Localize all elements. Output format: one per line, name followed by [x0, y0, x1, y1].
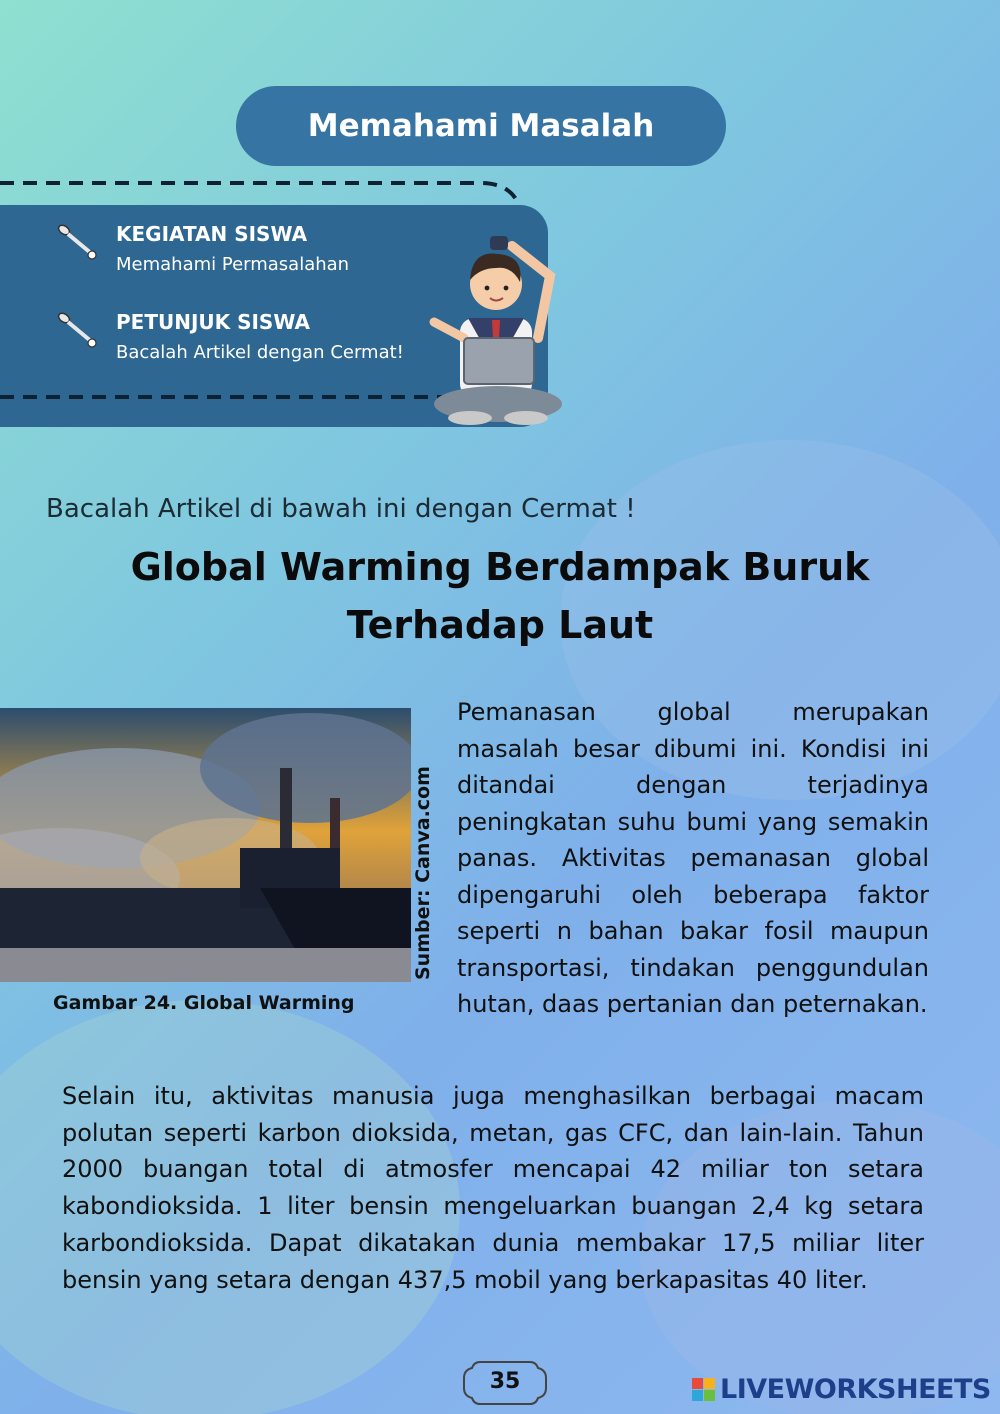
factory-pollution-image — [0, 708, 411, 982]
petunjuk-title: PETUNJUK SISWA — [116, 310, 310, 334]
liveworksheets-logo-icon — [692, 1378, 716, 1402]
image-source-label: Sumber: Canva.com — [412, 766, 434, 980]
headline-line-2: Terhadap Laut — [346, 603, 654, 647]
student-illustration — [420, 228, 570, 433]
petunjuk-subtitle: Bacalah Artikel dengan Cermat! — [116, 342, 404, 363]
image-caption: Gambar 24. Global Warming — [53, 992, 355, 1014]
headline-line-1: Global Warming Berdampak Buruk — [130, 545, 870, 589]
section-title-pill — [236, 86, 726, 166]
article-paragraph-2: Selain itu, aktivitas manusia juga menghasilkan berbagai macam polutan seperti karbon dioksida, metan, gas CFC, dan lain-lain. Tahun 2000 buangan total di atmosfer mencapai 42 miliar ton setara kabondioksida. 1 liter bensin mengeluarkan buangan 2,4 kg setara karbondioksida. Dapat dikatakan dunia membakar 17,5 miliar liter bensin yang setara dengan 437,5 mobil yang berkapasitas 40 liter. — [62, 1082, 924, 1294]
kegiatan-title: KEGIATAN SISWA — [116, 222, 308, 246]
page-number: 35 — [489, 1369, 521, 1394]
liveworksheets-brand — [692, 1374, 991, 1405]
article-paragraph-1: Pemanasan global merupakan masalah besar dibumi ini. Kondisi ini ditandai dengan terjadinya peningkatan suhu bumi yang semakin panas. Aktivitas pemanasan global dipengaruhi oleh beberapa faktor seperti n bahan bakar fosil maupun transportasi, tindakan penggundulan hutan, daas pertanian dan peternakan. — [457, 698, 929, 1018]
key-icon — [56, 222, 106, 262]
article-headline — [0, 538, 1000, 654]
kegiatan-subtitle: Memahami Permasalahan — [116, 254, 350, 275]
page-number-badge — [460, 1356, 550, 1410]
article-intro: Bacalah Artikel di bawah ini dengan Cermat ! — [46, 494, 636, 524]
key-icon — [56, 310, 106, 350]
global-warming-photo — [0, 708, 411, 982]
brand-name: LIVEWORKSHEETS — [720, 1374, 991, 1405]
section-title: Memahami Masalah — [307, 108, 655, 144]
